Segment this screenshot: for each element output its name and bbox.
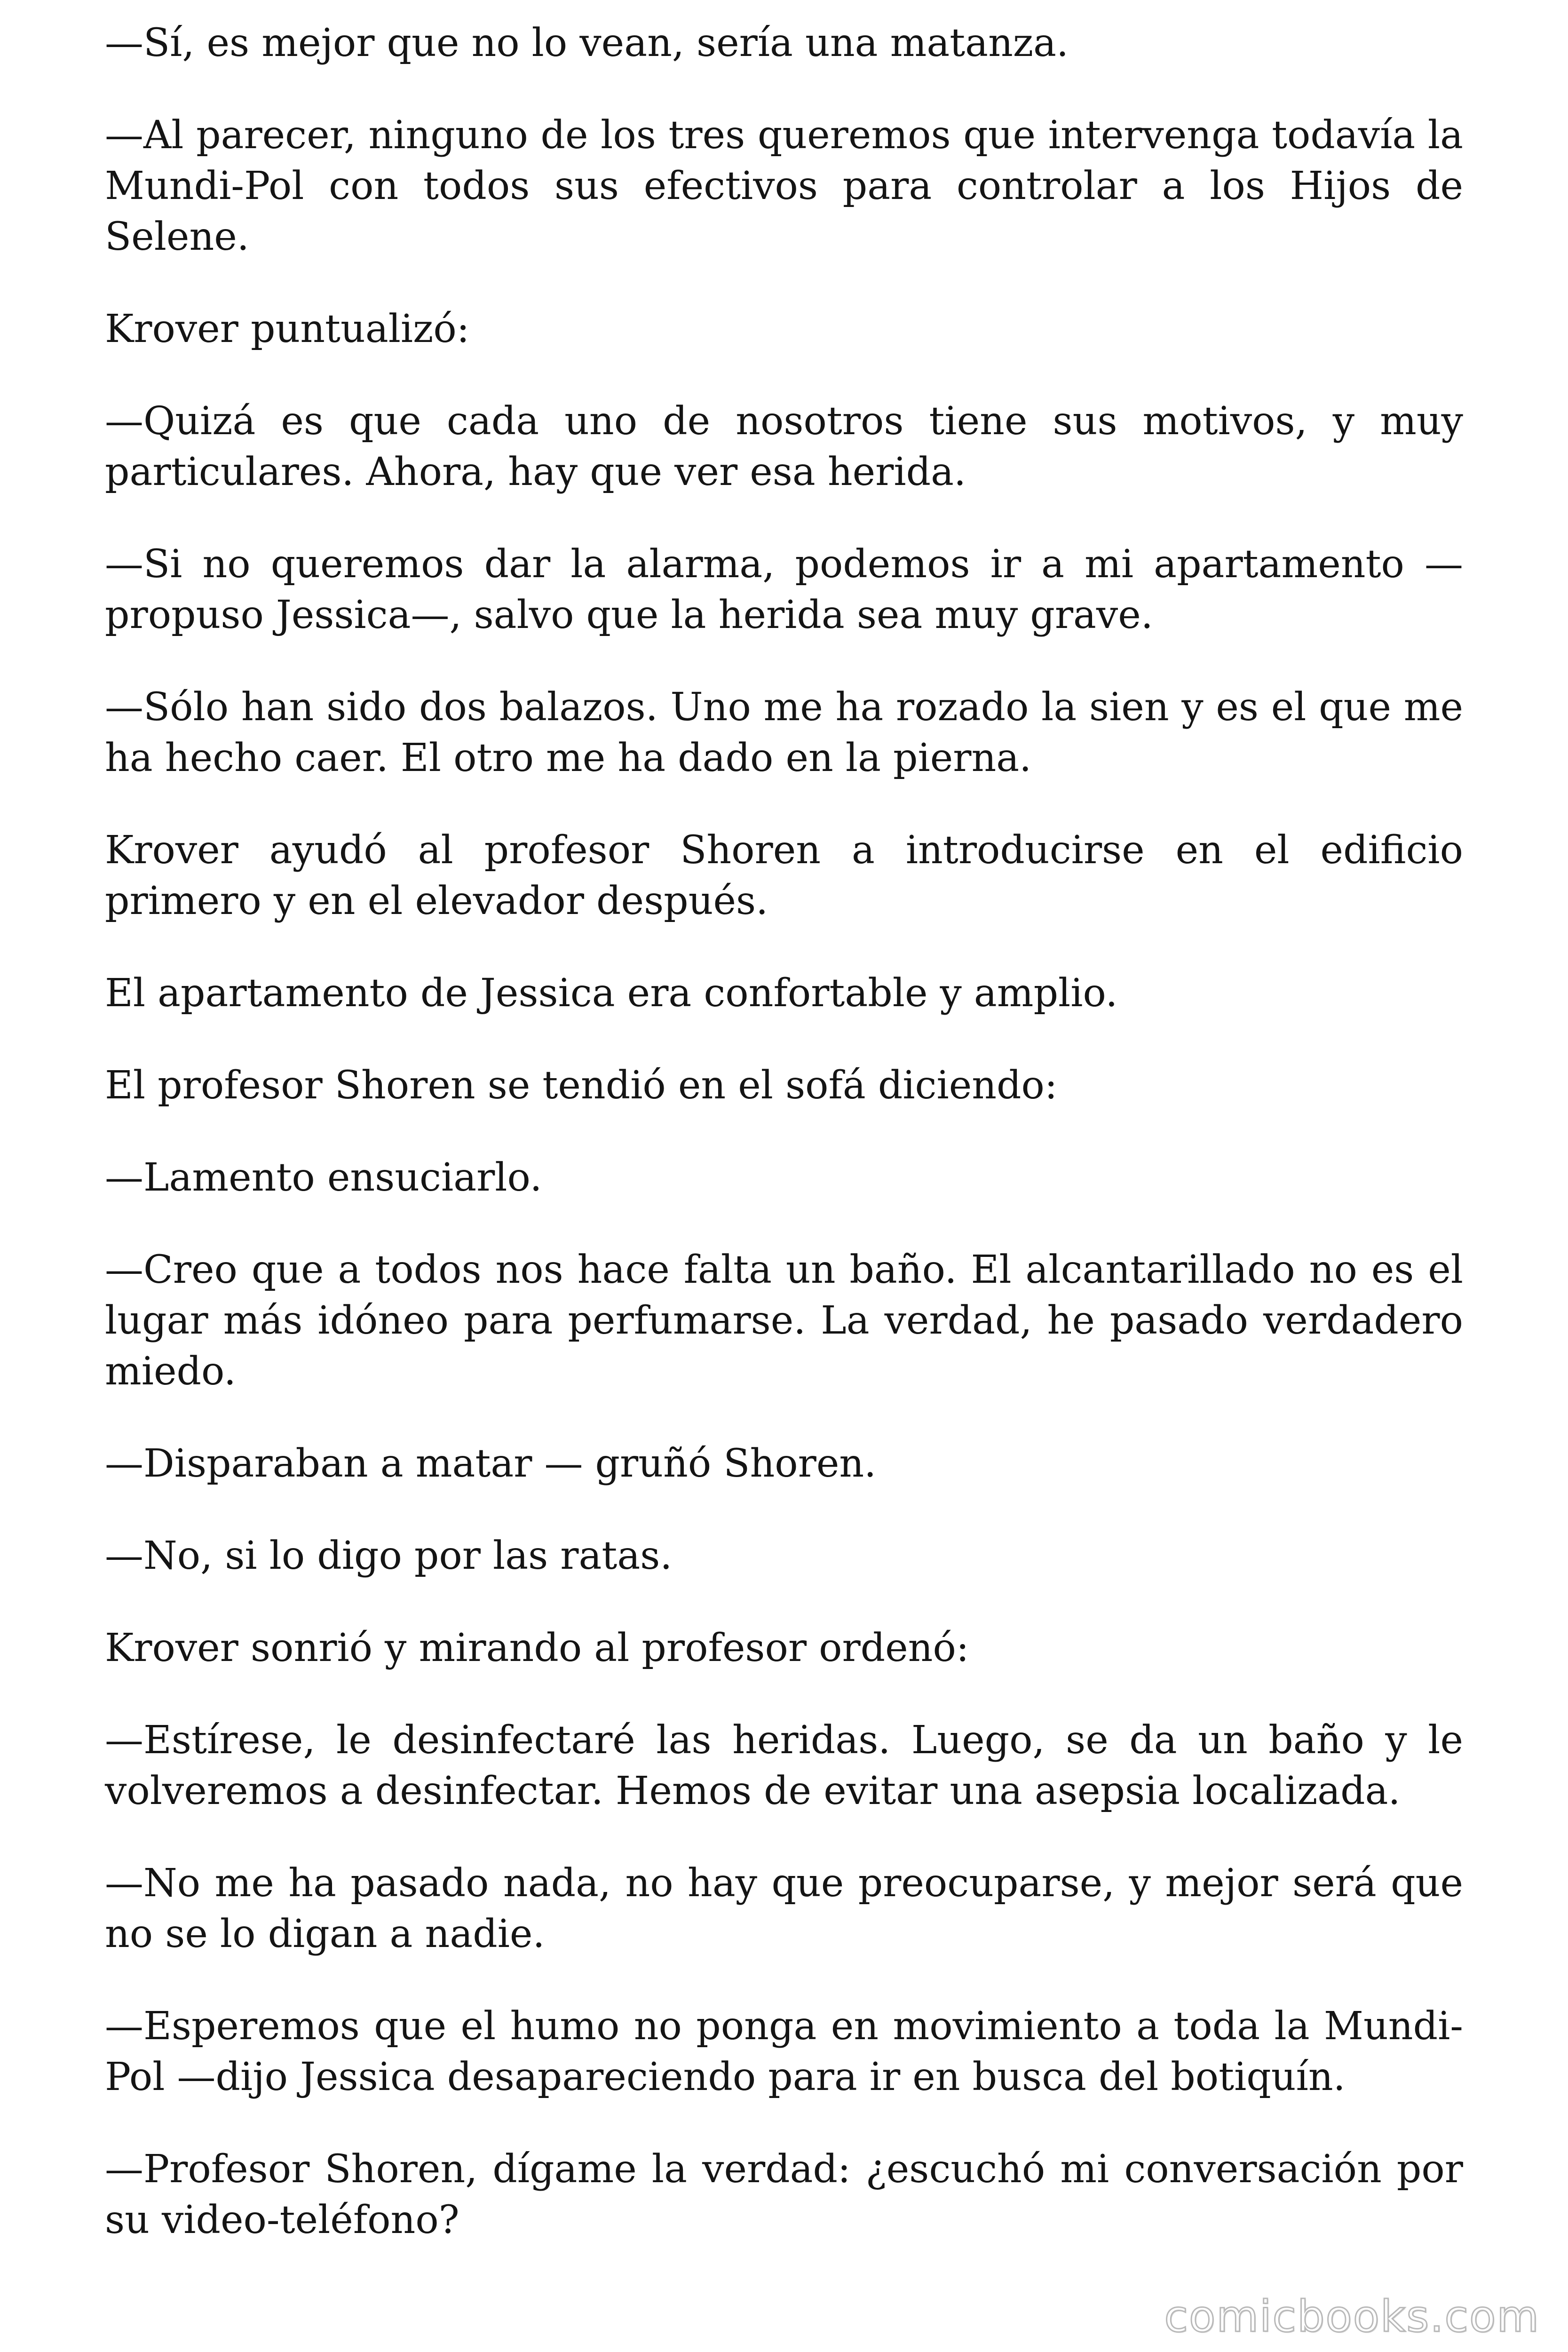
paragraph-3: Krover puntualizó: (105, 307, 470, 351)
paragraph-18: —Profesor Shoren, dígame la verdad: ¿escuchó mi conversación por su video-teléfono? (105, 2147, 1463, 2242)
paragraph-14: Krover sonrió y mirando al profesor ordenó: (105, 1626, 969, 1670)
paragraph-4: —Quizá es que cada uno de nosotros tiene sus motivos, y muy particulares. Ahora, hay que ver esa herida. (105, 399, 1463, 494)
paragraph-16: —No me ha pasado nada, no hay que preocuparse, y mejor será que no se lo digan a nadie. (105, 1861, 1463, 1956)
paragraph-7: Krover ayudó al profesor Shoren a introducirse en el edificio primero y en el elevador después. (105, 828, 1463, 923)
paragraph-10: —Lamento ensuciarlo. (105, 1155, 542, 1200)
paragraph-5: —Si no queremos dar la alarma, podemos ir a mi apartamento — propuso Jessica—, salvo que la herida sea muy grave. (105, 542, 1463, 637)
paragraph-6: —Sólo han sido dos balazos. Uno me ha rozado la sien y es el que me ha hecho caer. El otro me ha dado en la pierna. (105, 685, 1463, 780)
text-column (105, 18, 1463, 2287)
paragraph-15: —Estírese, le desinfectaré las heridas. Luego, se da un baño y le volveremos a desinfectar. Hemos de evitar una asepsia localizada. (105, 1718, 1463, 1813)
paragraph-13: —No, si lo digo por las ratas. (105, 1534, 673, 1578)
site-watermark: comicbooks.com (1164, 2291, 1540, 2342)
paragraph-8: El apartamento de Jessica era confortable y amplio. (105, 971, 1118, 1016)
paragraph-17: —Esperemos que el humo no ponga en movimiento a toda la Mundi-Pol —dijo Jessica desapareciendo para ir en busca del botiquín. (105, 2004, 1463, 2099)
paragraph-11: —Creo que a todos nos hace falta un baño. El alcantarillado no es el lugar más idóneo para perfumarse. La verdad, he pasado verdadero miedo. (105, 1248, 1463, 1394)
paragraph-12: —Disparaban a matar — gruñó Shoren. (105, 1441, 877, 1486)
paragraph-1: —Sí, es mejor que no lo vean, sería una matanza. (105, 21, 1069, 65)
paragraph-2: —Al parecer, ninguno de los tres queremos que intervenga todavía la Mundi-Pol con todos sus efectivos para controlar a los Hijos de Selene. (105, 113, 1463, 259)
paragraph-9: El profesor Shoren se tendió en el sofá diciendo: (105, 1063, 1058, 1108)
